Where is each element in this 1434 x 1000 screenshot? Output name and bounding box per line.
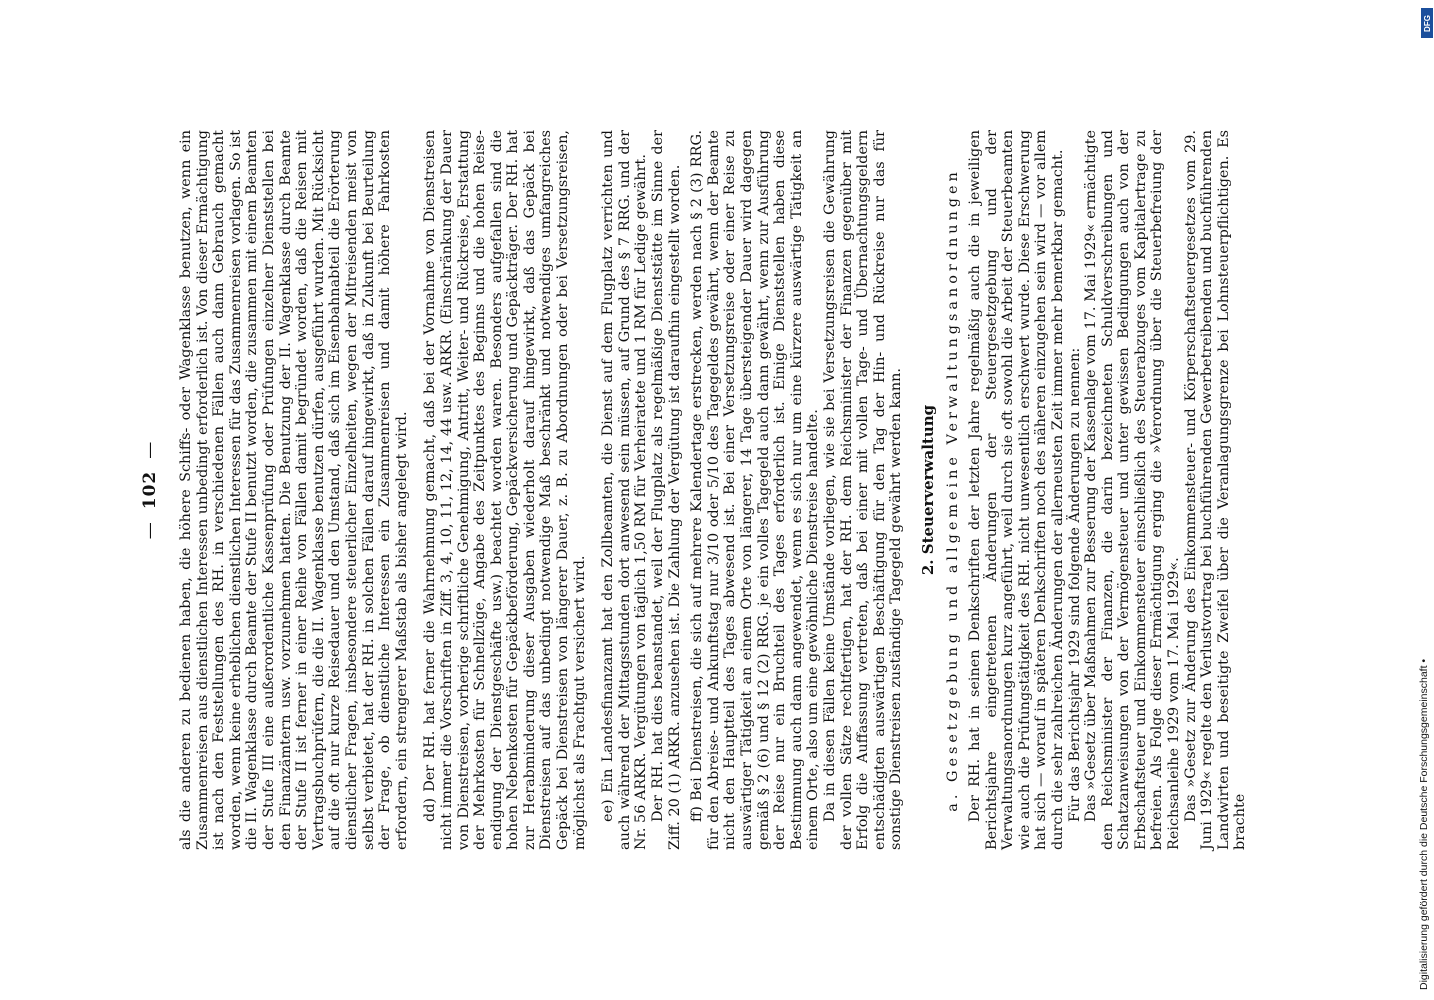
paragraph-ee-objection: Der RH. hat dies beanstandet, weil der Flugplatz als regelmäßige Dienststätte im Sinne der Ziff. 20 (1) ARKR. anzusehen ist. Die Zahlung der Vergütung ist daraufhin eingestellt worden. [650, 130, 683, 850]
paragraph-ee: ee) Ein Landesfinanzamt hat den Zollbeamten, die Dienst auf dem Flugplatz verrichten und auch während der Mittagsstunden dort anwesend sein müssen, auf Grund des § 7 RRG. und der Nr. 56 ARKR. Vergütungen von täglich 1,50 RM für Verheiratete und 1 RM für Ledige gewährt. [600, 130, 650, 850]
dfg-logo [1421, 8, 1433, 38]
page-number-dash-left: — [140, 521, 160, 540]
page-number-value: 102 [140, 470, 160, 510]
digitization-credit: Digitalisierung gefördert durch die Deutsche Forschungsgemeinschaft • [1418, 658, 1430, 990]
section-heading: 2. Steuerverwaltung [918, 404, 937, 576]
paragraph-legislation-intro: Der RH. hat in seinen Denkschriften der letzten Jahre regelmäßig auch die in jeweiligen Berichtsjahre eingetretenen Änderungen der Steuergesetzgebung und der Verwaltungsanordnungen kurz angeführt, weil durch sie oft sowohl die Arbeit der Steuerbeamten wie auch die Prüfungstätigkeit des RH. nicht unwesentlich erschwert wurde. Diese Erschwerung hat sich — worauf in späteren Denkschriften noch des näheren einzugehen sein wird — vor allem durch die sehr zahlreichen Änderungen der allerneusten Zeit immer mehr bemerkbar gemacht. [966, 130, 1066, 850]
paragraph-ff-conclusion: Da in diesen Fällen keine Umstände vorliegen, wie sie bei Versetzungsreisen die Gewährung der vollen Sätze rechtfertigen, hat der RH. dem Reichsminister der Finanzen gegenüber mit Erfolg die Auffassung vertreten, daß bei einer mit vollen Tage- und Übernachtungsgeldern entschädigten auswärtigen Beschäftigung für den Tag der Hin- und Rückreise nur das für sonstige Dienstreisen zuständige Tagegeld gewährt werden kann. [821, 130, 905, 850]
document-page [120, 120, 1290, 860]
page-number [140, 130, 160, 850]
paragraph-travel-class: als die anderen zu bedienen haben, die höhere Schiffs- oder Wagenklasse benutzen, wenn ein Zusammenreisen aus dienstlichen Interessen unbedingt erforderlich ist. Von dieser Ermächtigung ist nach den Feststellungen des RH. in verschiedenen Fällen auch dann Gebrauch gemacht worden, wenn keine erheblichen dienstlichen Interessen für das Zusammenreisen vorlagen. So ist die II. Wagenklasse durch Beamte der Stufe II benutzt worden, die zusammen mit einem Beamten der Stufe III eine außerordentliche Kassenprüfung oder Prüfungen einzelner Dienststellen bei den Finanzämtern usw. vorzunehmen hatten. Die Benutzung der II. Wagenklasse durch Beamte der Stufe II ist ferner in einer Reihe von Fällen damit begründet worden, daß die Reisen mit Vertragsbuchprüfern, die die II. Wagenklasse benutzen dürfen, ausgeführt wurden. Mit Rücksicht auf die oft nur kurze Reisedauer und den Umstand, daß sich im Eisenbahnabteil die Erörterung dienstlicher Fragen, insbesondere steuerlicher Einzelheiten, wegen der Mitreisenden meist von selbst verbietet, hat der RH. in solchen Fällen darauf hingewirkt, daß in Zukunft bei Beurteilung der Frage, ob dienstliche Interessen ein Zusammenreisen und damit höhere Fahrkosten erfordern, ein strengerer Maßstab als bisher angelegt wird. [178, 130, 410, 850]
page-number-dash-right: — [140, 440, 160, 459]
paragraph-dd: dd) Der RH. hat ferner die Wahrnehmung gemacht, daß bei der Vornahme von Dienstreisen nicht immer die Vorschriften in Ziff. 3, 4, 10, 11, 12, 14, 44 usw. ARKR. (Einschränkung der Dauer von Dienstreisen, vorherige schriftliche Genehmigung, Antritt, Weiter- und Rückreise, Erstattung der Mehrkosten für Schnellzüge, Angabe des Zeitpunktes des Beginns und die hohen Reise endigung der Dienstgeschäfte usw.) beachtet worden waren. Besonders aufgefallen sind die hohen Nebenkosten für Gepäckbeförderung, Gepäckversicherung und Gepäckträger. Der RH. hat zur Herabminderung dieser Ausgaben wiederholt darauf hingewirkt, daß das Gepäck bei Dienstreisen auf das unbedingt notwendige Maß beschränkt und notwendiges umfangreiches Gepäck bei Dienstreisen von längerer Dauer, z. B. zu Abordnungen oder bei Versetzungsreisen, möglichst als Frachtgut versichert wird. [422, 130, 588, 850]
subsection-heading: a. Gesetzgebung und allgemeine Verwaltungsanordnungen [944, 168, 961, 812]
paragraph-ff: ff) Bei Dienstreisen, die sich auf mehrere Kalendertage erstrecken, werden nach § 2 (3) RRG. für den Abreise- und Ankunftstag nur 3/10 oder 5/10 des Tagegeldes gewährt, wenn der Beamte nicht den Hauptteil des Tages abwesend ist. Bei einer Versetzungsreise oder einer Reise zu auswärtiger Tätigkeit an einem Orte von längerer, 14 Tage übersteigender Dauer wird dagegen gemäß § 2 (6) und § 12 (2) RRG. je ein volles Tagegeld auch dann gewährt, wenn zur Ausführung der Reise nur ein Bruchteil des Tages erforderlich ist. Einige Dienststellen haben diese Bestimmung auch dann angewendet, wenn es sich nur um eine kürzere auswärtige Tätigkeit an einem Orte, also um eine gewöhnliche Dienstreise handelte. [689, 130, 822, 850]
dfg-logo-text: DFG [1422, 14, 1432, 32]
paragraph-changes-1929: Für das Berichtsjahr 1929 sind folgende Änderungen zu nennen: [1066, 347, 1083, 822]
paragraph-income-tax-law: Das »Gesetz zur Änderung des Einkommensteuer- und Körperschaftsteuergesetzes vom 29. Juni 1929« regelte den Verlustvortrag bei buchführenden Gewerbetreibenden und buchführenden Landwirten und beseitigte Zweifel über die Veranlagungsgrenze bei Lohnsteuerpflichtigen. Es brachte [1182, 130, 1249, 850]
paragraph-cash-position-law: Das »Gesetz über Maßnahmen zur Besserung der Kassenlage vom 17. Mai 1929« ermächtigte den Reichsminister der Finanzen, die darin bezeichneten Schuldverschreibungen und Schatzanweisungen von der Vermögensteuer und unter gewissen Bedingungen auch von der Erbschaftsteuer und Einkommensteuer einschließlich des Steuerabzuges vom Kapitalertrage zu befreien. Als Folge dieser Ermächtigung erging die »Verordnung über die Steuerbefreiung der Reichsanleihe 1929 vom 17. Mai 1929«. [1083, 130, 1183, 850]
